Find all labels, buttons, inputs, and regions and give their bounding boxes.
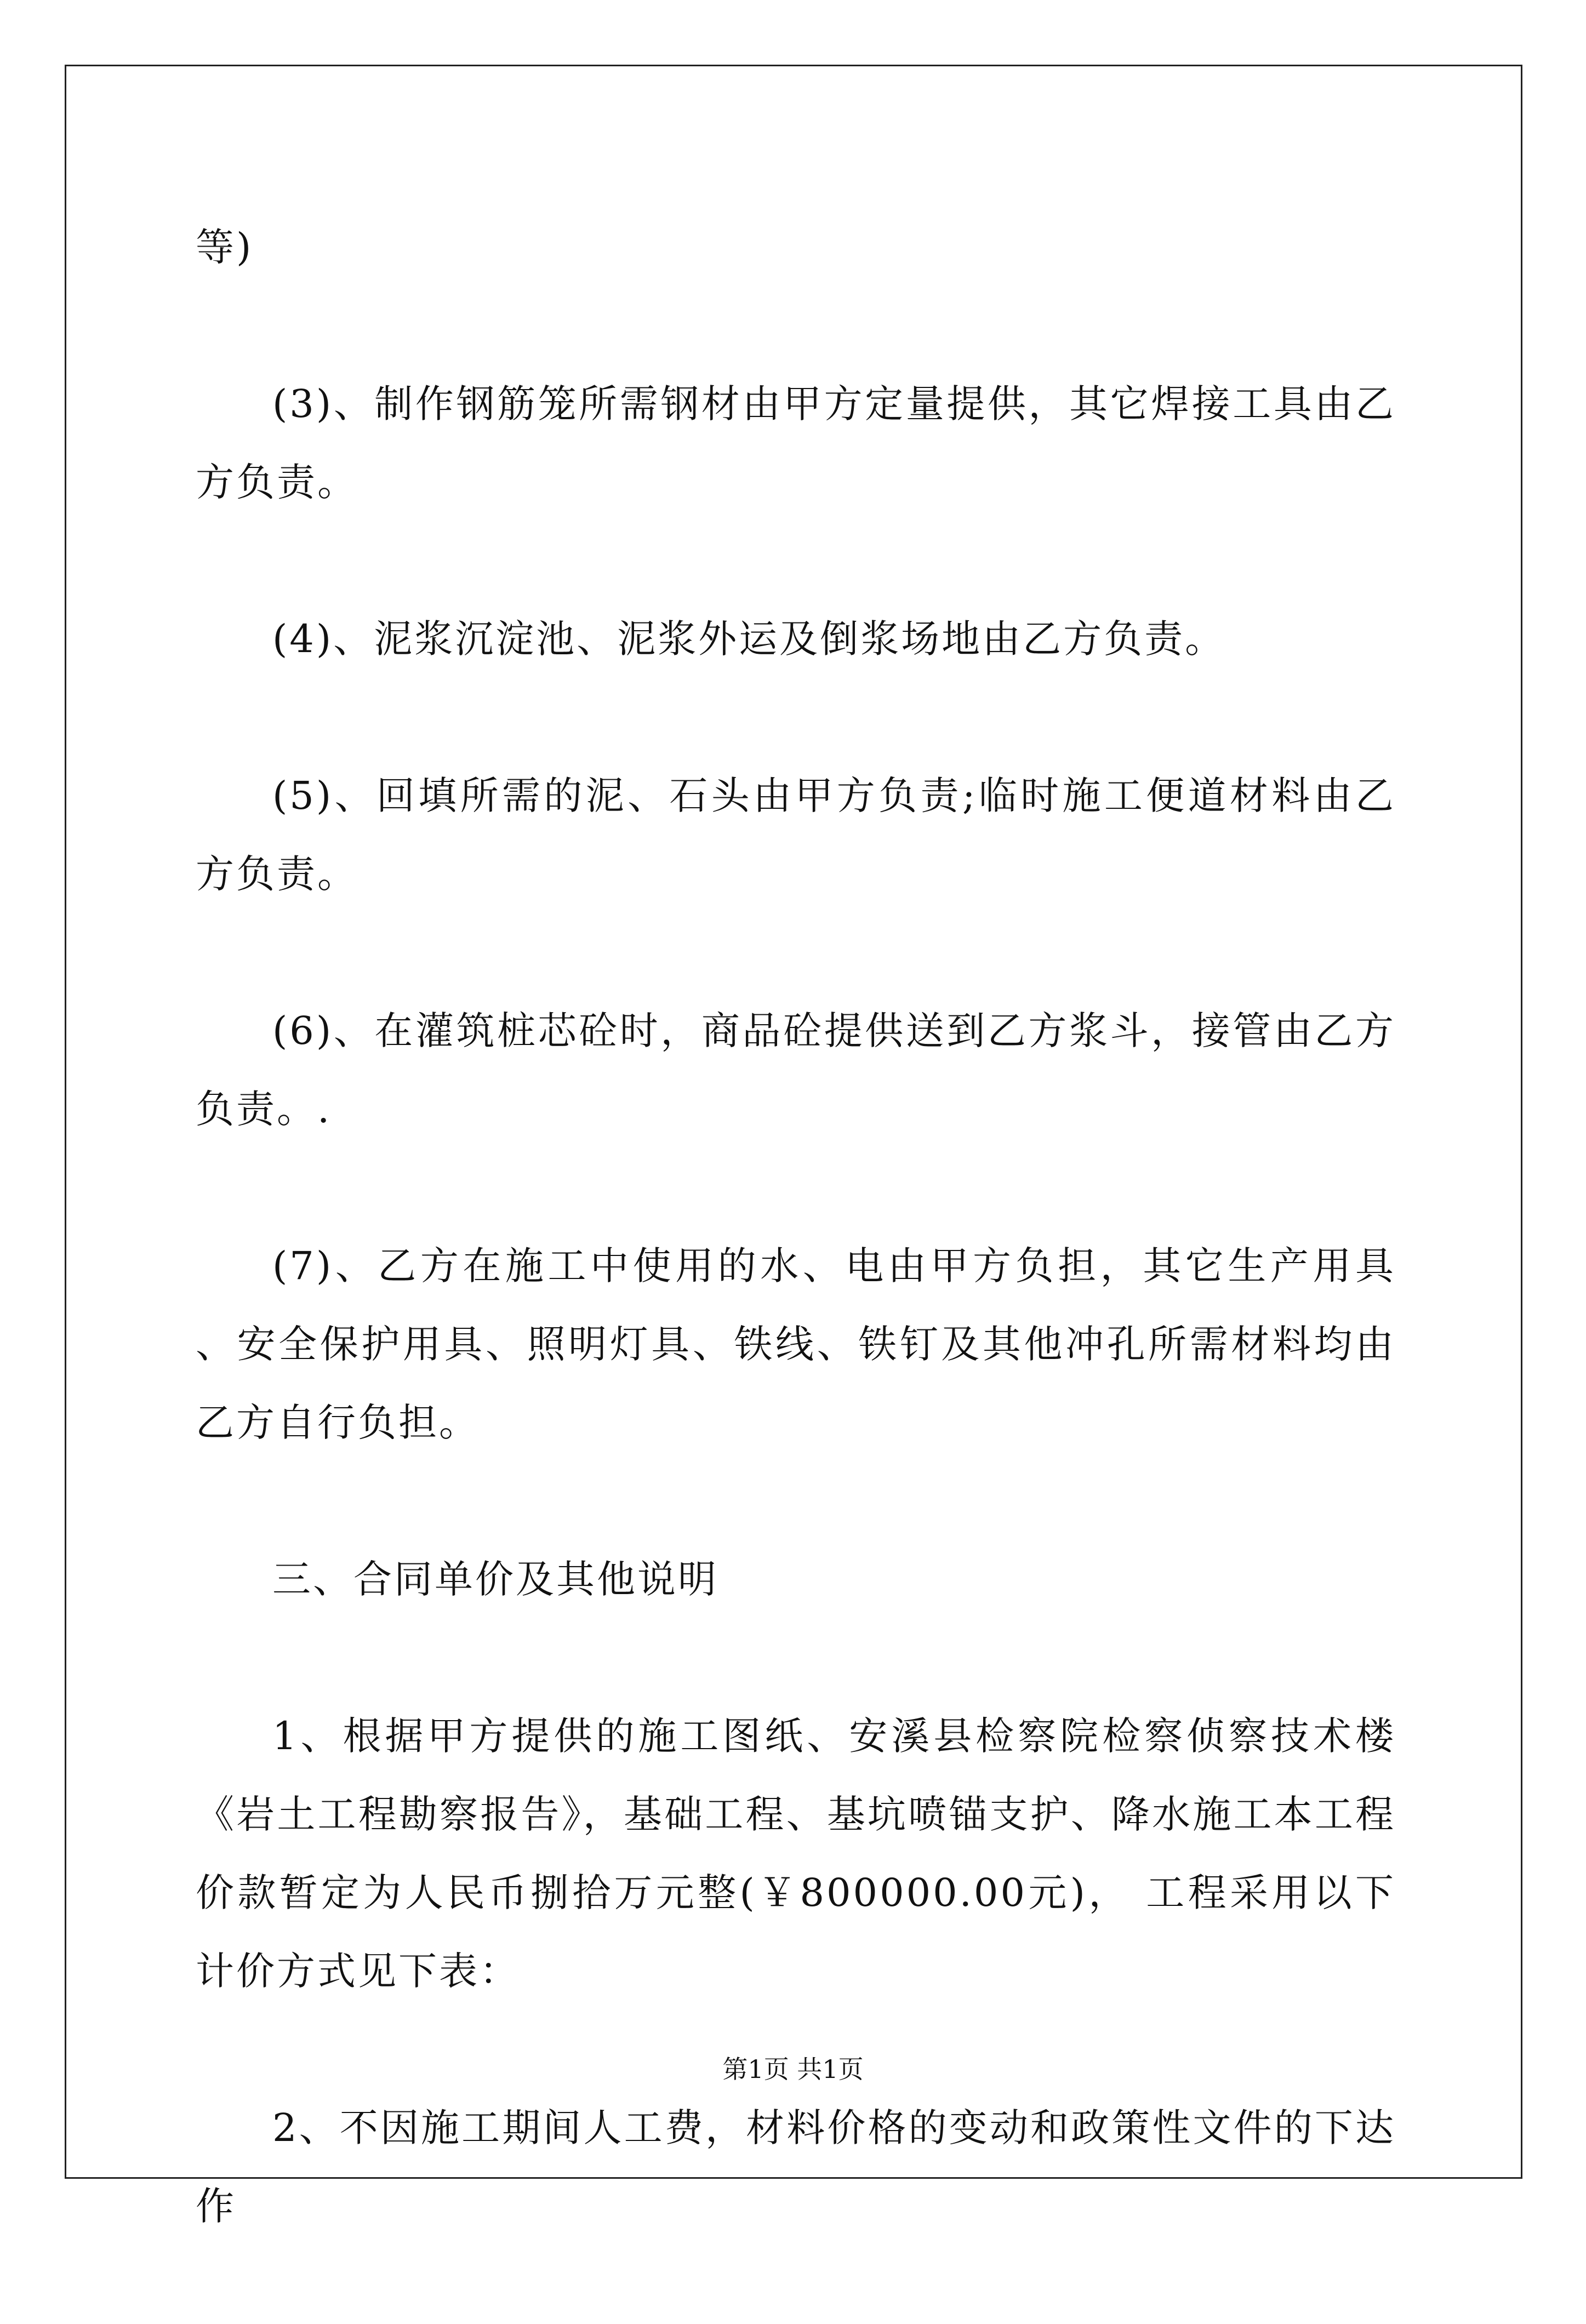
document-body bbox=[196, 208, 1396, 2324]
paragraph-clause-1: 1、根据甲方提供的施工图纸、安溪县检察院检察侦察技术楼《岩土工程勘察报告》，基础工程、基坑喷锚支护、降水施工本工程价款暂定为人民币捌拾万元整(￥800000.00元)， 工程采用以下计价方式见下表： bbox=[196, 1714, 1396, 1994]
paragraph-item-5: (5)、回填所需的泥、石头由甲方负责;临时施工便道材料由乙方负责。 bbox=[196, 773, 1396, 897]
paragraph-item-7: (7)、乙方在施工中使用的水、电由甲方负担，其它生产用具 、安全保护用具、照明灯具、铁线、铁钉及其他冲孔所需材料均由乙方自行负担。 bbox=[196, 1243, 1396, 1445]
page-footer: 第1页 共1页 bbox=[722, 2054, 864, 2084]
paragraph-item-4: (4)、泥浆沉淀池、泥浆外运及倒浆场地由乙方负责。 bbox=[272, 616, 1226, 661]
section-heading: 三、合同单价及其他说明 bbox=[272, 1557, 718, 1602]
paragraph-clause-2: 2、不因施工期间人工费，材料价格的变动和政策性文件的下达作 bbox=[196, 2105, 1396, 2229]
paragraph-item-6: (6)、在灌筑桩芯砼时，商品砼提供送到乙方浆斗，接管由乙方负责。. bbox=[196, 1008, 1396, 1132]
paragraph-continuation: 等) bbox=[196, 225, 254, 270]
paragraph-item-3: (3)、制作钢筋笼所需钢材由甲方定量提供，其它焊接工具由乙方负责。 bbox=[196, 381, 1396, 505]
